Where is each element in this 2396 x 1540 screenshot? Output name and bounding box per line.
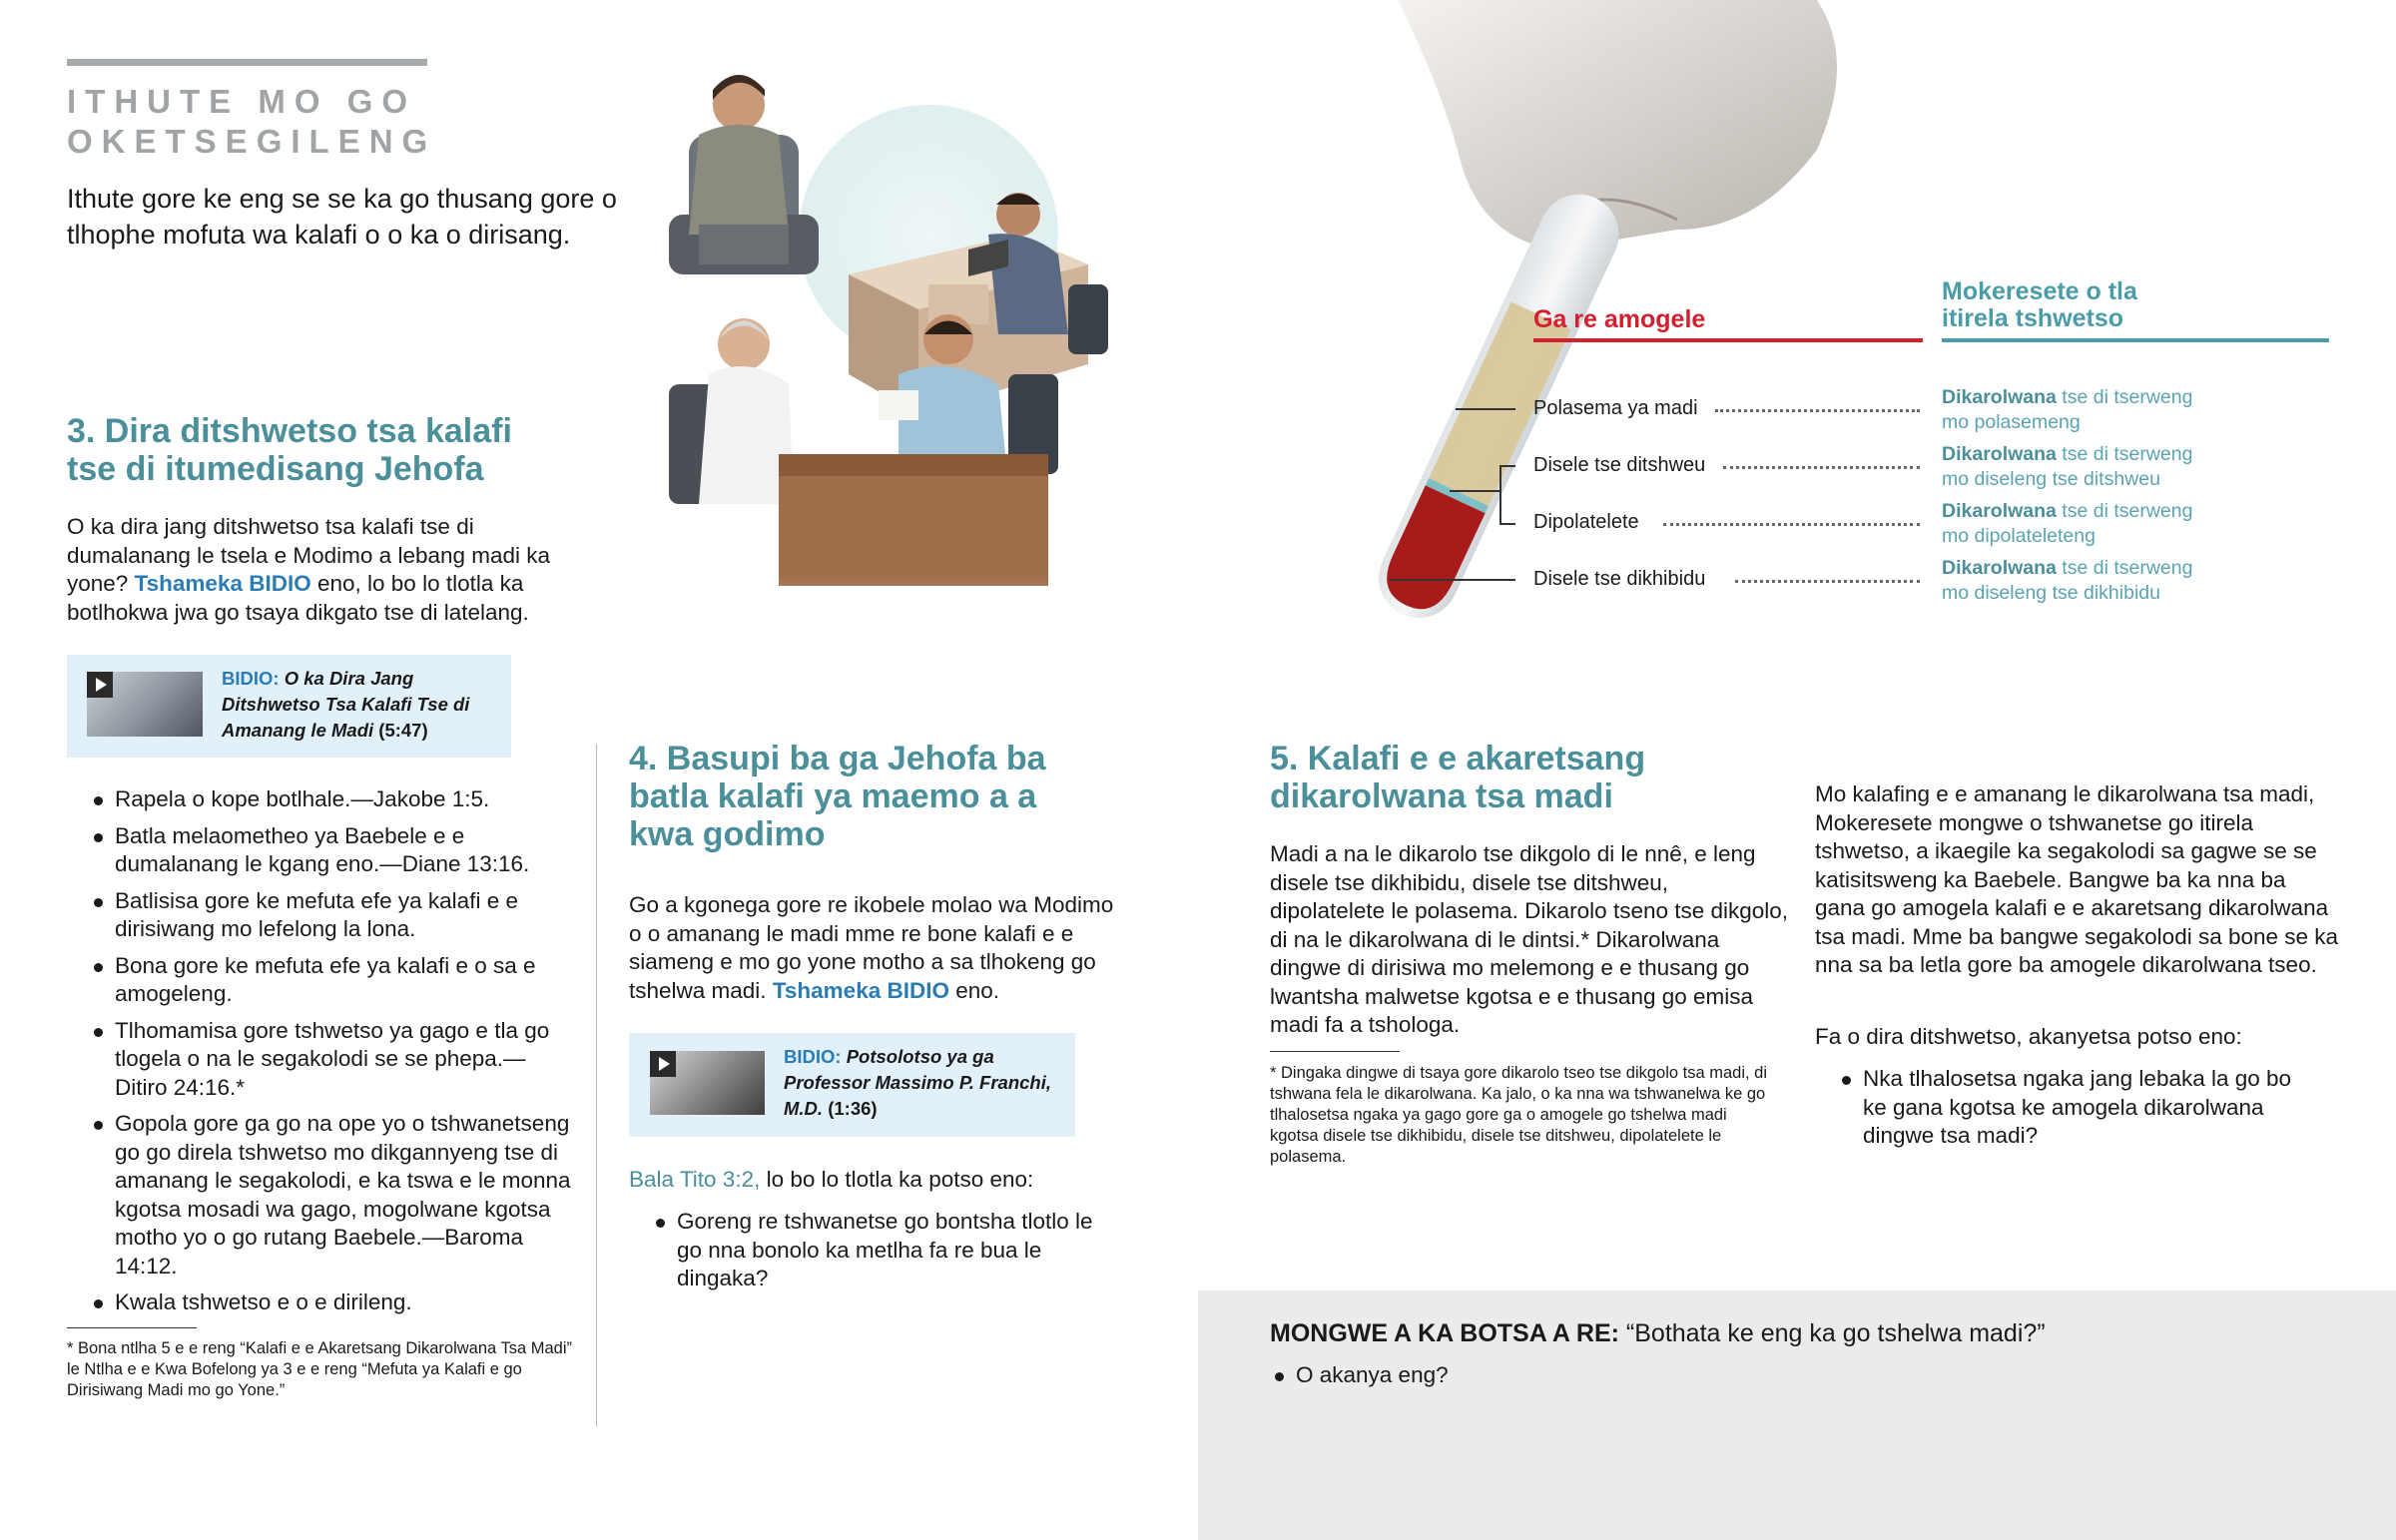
dotted-leader	[1663, 523, 1920, 526]
video-thumbnail[interactable]	[650, 1051, 765, 1115]
diagram-col-right-rule	[1942, 338, 2329, 342]
list-item: Nka tlhalosetsa ngaka jang lebaka la go bo ke gana kgotsa ke amogela dikarolwana dingwe tsa madi?	[1815, 1065, 2314, 1151]
video-thumbnail[interactable]	[87, 672, 203, 737]
section-kicker	[67, 82, 436, 162]
leader-line	[1499, 465, 1515, 467]
ask-question: “Bothata ke eng ka go tshelwa madi?”	[1618, 1319, 2046, 1347]
intro-text: Ithute gore ke eng se se ka go thusang gore o tlhophe mofuta wa kalafi o o ka o dirisang.	[67, 184, 617, 250]
diagram-col-left-title: Ga re amogele	[1533, 305, 1706, 333]
leader-bracket	[1499, 465, 1501, 525]
footnote-rule	[1270, 1051, 1400, 1052]
scripture-reference[interactable]: Bala Tito 3:2,	[629, 1167, 761, 1192]
header-rule	[67, 59, 427, 66]
list-item: Rapela o kope botlhale.—Jakobe 1:5.	[67, 785, 576, 814]
leader-line	[1499, 523, 1515, 525]
fraction-red-cells: Dikarolwana tse di tserweng mo diseleng tse dikhibidu	[1942, 557, 2193, 604]
section-5-question-list	[1815, 1065, 2314, 1159]
dotted-leader	[1715, 409, 1920, 412]
play-icon[interactable]	[87, 672, 113, 698]
section-4-heading: 4. Basupi ba ga Jehofa ba batla kalafi ya maemo a a kwa godimo	[629, 740, 1046, 853]
list-item: O akanya eng?	[1248, 1361, 1747, 1390]
list-item: Goreng re tshwanetse go bontsha tlotlo le go nna bonolo ka metlha fa re bua le dingaka?	[629, 1208, 1098, 1293]
section-5-heading: 5. Kalafi e e akaretsang dikarolwana tsa madi	[1270, 740, 1646, 815]
component-platelets: Dipolatelete	[1533, 511, 1639, 533]
component-red-cells: Disele tse dikhibidu	[1533, 568, 1706, 590]
section-5-footnote: * Dingaka dingwe di tsaya gore dikarolo tseo tse dikgolo tsa madi, di tshwana fela le dikarolwana. Ka jalo, o ka nna wa tshwanelwa ke go tlhalosetsa ngaka ya gago gore ga o amogele go tshelwa madi kgotsa disele tse dikhibidu, disele tse ditshweu, dipolatelete le polasema.	[1270, 1064, 1768, 1166]
component-white-cells: Disele tse ditshweu	[1533, 454, 1706, 476]
footnote-rule	[67, 1327, 197, 1328]
fraction-white-cells: Dikarolwana tse di tserweng mo diseleng tse ditshweu	[1942, 443, 2193, 490]
column-divider	[596, 744, 597, 1426]
section-3-steps-list	[67, 785, 576, 1325]
section-4-read-instruction: Bala Tito 3:2, lo bo lo tlotla ka potso eno:	[629, 1167, 1034, 1192]
list-item: Tlhomamisa gore tshwetso ya gago e tla go tlogela o na le segakolodi se se phepa.—Ditiro 24:16.*	[67, 1017, 576, 1103]
section-3-paragraph: O ka dira jang ditshwetso tsa kalafi tse di dumalanang le tsela e Modimo a lebang madi ka yone? Tshameka BIDIO eno, lo bo lo tlotla ka botlhokwa jwa go tsaya dikgato tse di latelang.	[67, 514, 551, 625]
component-plasma: Polasema ya madi	[1533, 397, 1698, 419]
section-3-footnote: * Bona ntlha 5 e e reng “Kalafi e e Akaretsang Dikarolwana Tsa Madi” le Ntlha e e Kwa Bofelong ya 3 e e reng “Mefuta ya Kalafi e go Dirisiwang Madi mo go Yone.”	[67, 1339, 572, 1399]
video-card-medical-decisions[interactable]	[67, 655, 511, 758]
dotted-leader	[1723, 466, 1920, 469]
list-item: Kwala tshwetso e o e dirileng.	[67, 1288, 576, 1317]
list-item: Batla melaometheo ya Baebele e e dumalanang le kgang eno.—Diane 13:16.	[67, 822, 576, 879]
fraction-platelets: Dikarolwana tse di tserweng mo dipolateleteng	[1942, 500, 2193, 547]
leader-line	[1450, 490, 1499, 492]
diagram-col-right-title: Mokeresete o tla itirela tshwetso	[1942, 277, 2137, 332]
fraction-plasma: Dikarolwana tse di tserweng mo polasemeng	[1942, 386, 2193, 433]
section-5-right-paragraph: Mo kalafing e e amanang le dikarolwana tsa madi, Mokeresete mongwe o tshwanetse go itirela tshwetso, a ikaegile ka segakolodi sa gagwe se se katisitsweng ka Baebele. Bangwe ba ka nna ba gana go amogela kalafi e e akaretsang dikarolwana tsa madi. Mme ba bangwe segakolodi sa bone se ka nna sa ba letla gore ba amogele dikarolwana tseo.	[1815, 781, 2339, 977]
list-item: Batlisisa gore ke mefuta efe ya kalafi e e dirisiwang mo lefelong la lona.	[67, 887, 576, 944]
section-4-paragraph: Go a kgonega gore re ikobele molao wa Modimo o o amanang le madi mme re bone kalafi e e siameng e mo go yone motho a sa tlhokeng go tshelwa madi. Tshameka BIDIO eno.	[629, 892, 1114, 1003]
play-icon[interactable]	[650, 1051, 676, 1077]
doctor-consultation-illustration	[629, 55, 1168, 734]
video-caption: BIDIO: Potsolotso ya ga Professor Massimo P. Franchi, M.D. (1:36)	[784, 1046, 1052, 1119]
section-5-question-intro: Fa o dira ditshwetso, akanyetsa potso eno:	[1815, 1024, 2242, 1049]
list-item: Gopola gore ga go na ope yo o tshwanetseng go go direla tshwetso mo dikgannyeng tse di amanang le segakolodi, e ka tswa e le monna kgotsa mosadi wa gago, mogolwane kgotsa motho yo o go rutang Baebele.—Baroma 14:12.	[67, 1110, 576, 1281]
leader-line	[1456, 408, 1515, 410]
section-5-paragraph: Madi a na le dikarolo tse dikgolo di le nnê, e leng disele tse dikhibidu, disele tse ditshweu, dipolatelete le polasema. Dikarolo tseno tse dikgolo, di na le dikarolwana di le dintsi.* Dikarolwana dingwe di dirisiwa mo melemong e e thusang go lwantsha malwetse kgotsa e e thusang go emisa madi fa a tshologa.	[1270, 841, 1789, 1037]
video-card-franchi-interview[interactable]	[629, 1033, 1075, 1137]
leader-line	[1390, 579, 1515, 581]
someone-may-ask-line	[1270, 1317, 2046, 1349]
video-caption: BIDIO: O ka Dira Jang Ditshwetso Tsa Kalafi Tse di Amanang le Madi (5:47)	[222, 668, 470, 741]
kicker-line-2: OKETSEGILENG	[67, 123, 437, 160]
ask-label: MONGWE A KA BOTSA A RE:	[1270, 1319, 1619, 1347]
dotted-leader	[1735, 580, 1920, 583]
ask-bullets	[1248, 1361, 1747, 1398]
section-4-question-list	[629, 1208, 1098, 1301]
diagram-col-left-rule	[1533, 338, 1923, 342]
kicker-line-1: ITHUTE MO GO	[67, 83, 416, 120]
play-video-link[interactable]: Tshameka BIDIO	[134, 571, 311, 596]
section-3-heading: 3. Dira ditshwetso tsa kalafi tse di itumedisang Jehofa	[67, 412, 512, 488]
play-video-link[interactable]: Tshameka BIDIO	[772, 977, 949, 1003]
list-item: Bona gore ke mefuta efe ya kalafi e o sa e amogeleng.	[67, 952, 576, 1009]
